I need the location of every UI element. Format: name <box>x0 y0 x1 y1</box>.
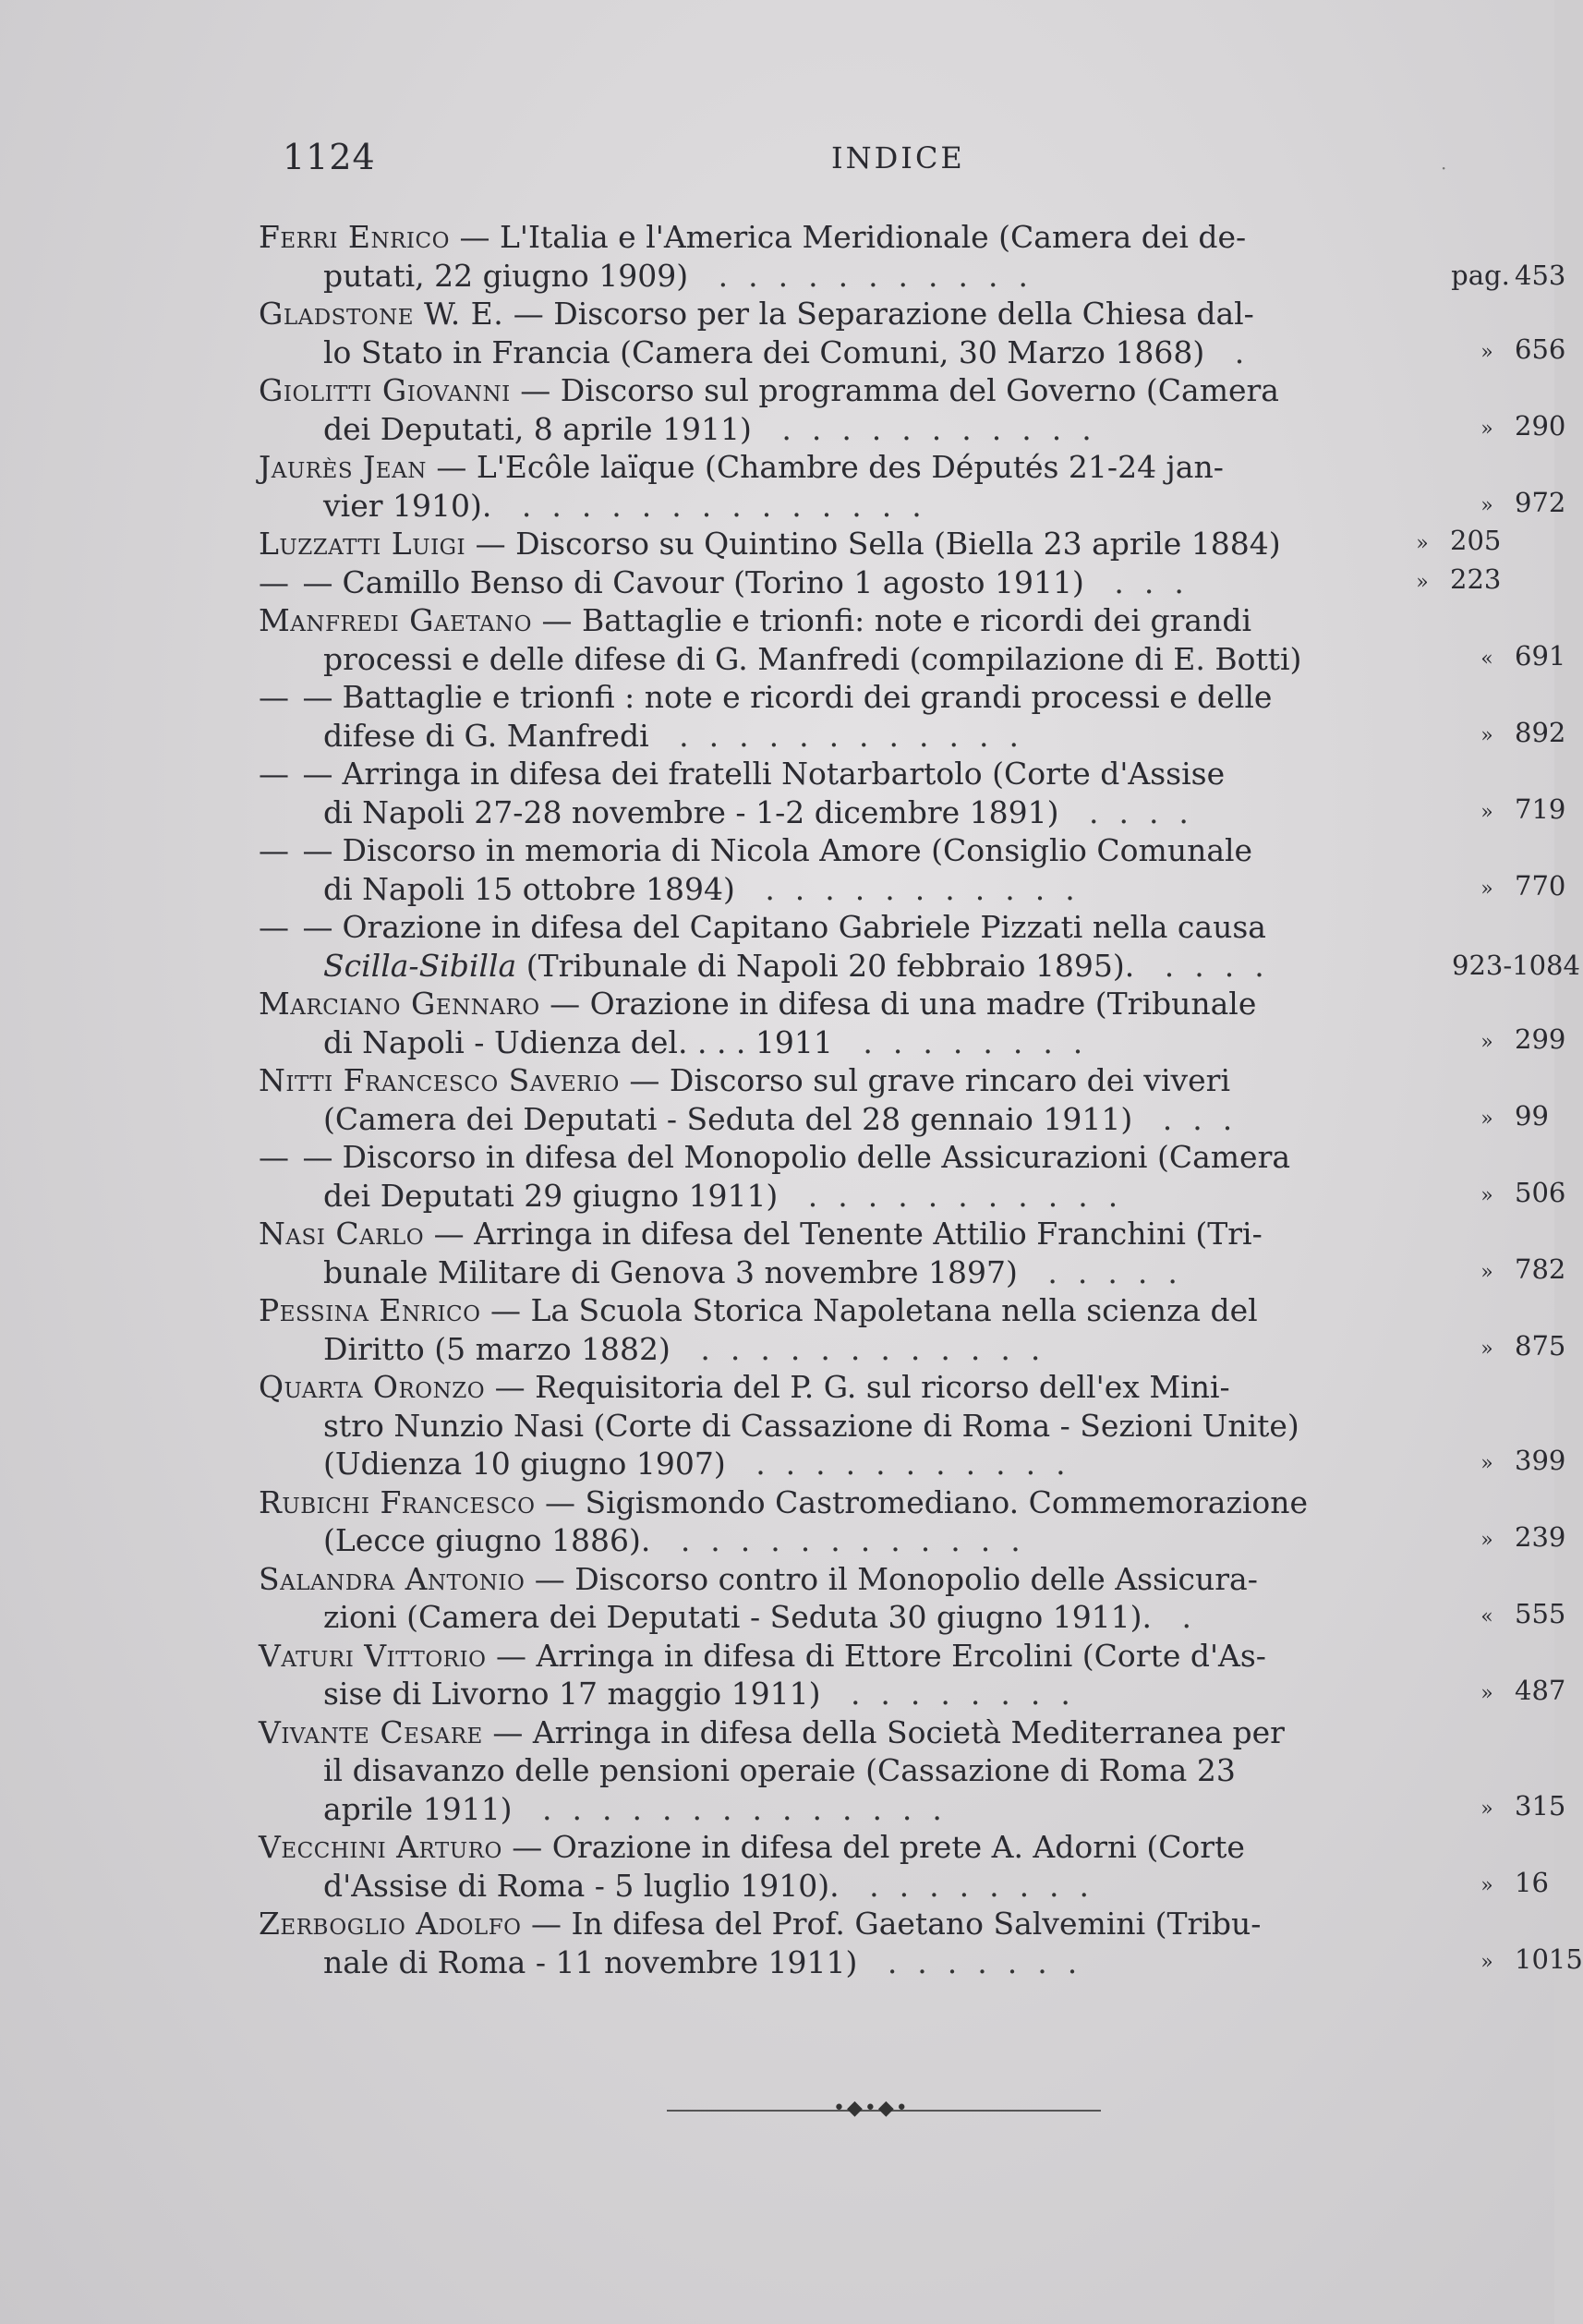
index-entry <box>259 295 1566 371</box>
entry-line <box>259 1138 1496 1177</box>
page-reference <box>1459 1021 1565 1062</box>
page-reference <box>1459 1251 1565 1292</box>
leader-dots: .............. <box>512 1790 962 1827</box>
ditto-mark: » <box>1480 1107 1493 1131</box>
entry-text: bunale Militare di Genova 3 novembre 1897) <box>323 1253 1018 1290</box>
leader-dots: ........ <box>832 1023 1104 1060</box>
entry-text: Discorso su Quintino Sella (Biella 23 aprile 1884) <box>515 526 1281 562</box>
index-list <box>259 218 1583 1981</box>
page-reference <box>1459 1787 1565 1829</box>
entry-line <box>323 1866 1549 1906</box>
entry-text: vier 1910). <box>323 487 492 524</box>
index-entry <box>259 1368 1566 1483</box>
entry-line: Vaturi Vittorio — Arringa in difesa di Ettore Ercolini (Corte d'As- <box>259 1637 1266 1674</box>
entry-line: Luzzatti Luigi — Discorso su Quintino Sella (Biella 23 aprile 1884) » 205 <box>259 525 1496 563</box>
ditto-dash: — — <box>259 563 335 600</box>
ditto-mark: pag. <box>1451 259 1510 291</box>
entry-italic: Scilla-Sibilla <box>323 947 517 984</box>
entry-text: Arringa in difesa del Tenente Attilio Franchini (Tri- <box>474 1216 1263 1252</box>
ditto-dash: — — <box>259 679 335 715</box>
page-num: 239 <box>1515 1521 1566 1553</box>
entry-line <box>259 831 1496 870</box>
entry-line <box>323 1445 1566 1483</box>
index-entry <box>259 1713 1566 1829</box>
entry-line <box>323 486 1566 526</box>
page-reference <box>1459 1097 1549 1139</box>
entry-line: Gladstone W. E. — Discorso per la Separazione della Chiesa dal- <box>259 296 1254 332</box>
page-num: 16 <box>1515 1866 1549 1898</box>
page-reference <box>1459 791 1565 832</box>
entry-line: Pessina Enrico — La Scuola Storica Napoletana nella scienza del <box>259 1292 1258 1328</box>
entry-line <box>323 1598 1566 1637</box>
page-reference <box>1459 1442 1565 1483</box>
page-num: 972 <box>1515 486 1566 518</box>
entry-line: Giolitti Giovanni — Discorso sul programma del Governo (Camera <box>259 372 1279 408</box>
page-num: 719 <box>1515 793 1566 825</box>
entry-line: Zerboglio Adolfo — In difesa del Prof. Gaetano Salvemini (Tribu- <box>259 1906 1262 1942</box>
ditto-mark: » <box>1480 1797 1493 1821</box>
page-reference <box>1459 867 1565 909</box>
entry-line <box>323 1329 1566 1369</box>
page-num: 770 <box>1515 869 1566 902</box>
index-entry <box>259 525 1502 563</box>
entry-text: La Scuola Storica Napoletana nella scienza del <box>530 1292 1258 1328</box>
entry-text: di Napoli 27-28 novembre - 1-2 dicembre 1891) <box>323 793 1059 830</box>
entry-text: L'Ecôle laïque (Chambre des Députés 21-24 jan- <box>476 449 1224 485</box>
entry-text: Orazione in difesa del Capitano Gabriele Pizzati nella causa <box>342 909 1266 945</box>
ditto-mark: » <box>1480 1337 1493 1361</box>
entry-author: Vivante Cesare <box>259 1713 483 1750</box>
index-entry <box>259 563 1502 602</box>
ditto-mark: » <box>1480 800 1493 824</box>
entry-text: Battaglie e trionfi: note e ricordi dei grandi <box>582 602 1251 638</box>
leader-dots: ........ <box>839 1867 1110 1904</box>
leader-dots: ........... <box>725 1446 1086 1482</box>
leader-dots: .............. <box>491 487 942 524</box>
entry-text: nale di Roma - 11 novembre 1911) <box>323 1943 858 1980</box>
page-reference <box>1395 561 1501 602</box>
page-num: 223 <box>1450 563 1502 595</box>
entry-text: In difesa del Prof. Gaetano Salvemini (Tribu- <box>571 1906 1262 1942</box>
entry-text: Requisitoria del P. G. sul ricorso dell'ex Mini- <box>535 1369 1230 1405</box>
entry-line <box>323 1789 1566 1829</box>
index-entry <box>259 371 1566 448</box>
index-entry <box>259 448 1566 525</box>
index-entry <box>259 1483 1566 1560</box>
entry-text: d'Assise di Roma - 5 luglio 1910). <box>323 1867 840 1904</box>
page-num: 299 <box>1515 1023 1566 1055</box>
ditto-mark: » <box>1480 340 1493 364</box>
entry-text: L'Italia e l'America Meridionale (Camera dei de- <box>499 219 1247 255</box>
ditto-mark: » <box>1480 493 1493 517</box>
page-reference <box>1459 1672 1565 1713</box>
entry-text: Discorso in memoria di Nicola Amore (Consiglio Comunale <box>342 832 1253 868</box>
page-reference <box>1459 1864 1549 1906</box>
page-reference <box>1459 1174 1565 1216</box>
ditto-mark: » <box>1480 1873 1493 1897</box>
entry-text: stro Nunzio Nasi (Corte di Cassazione di Roma - Sezioni Unite) <box>323 1407 1299 1444</box>
ditto-dash: — — <box>259 832 335 868</box>
entry-text: Camillo Benso di Cavour (Torino 1 agosto 1911) <box>342 563 1084 600</box>
entry-author: Gladstone W. E. <box>259 296 504 332</box>
entry-text: Discorso contro il Monopolio delle Assicura- <box>574 1560 1258 1597</box>
page-reference <box>1459 714 1565 756</box>
page-reference <box>1452 947 1580 986</box>
entry-line <box>323 869 1566 909</box>
entry-text: Discorso in difesa del Monopolio delle Assicurazioni (Camera <box>342 1139 1291 1175</box>
entry-author: Zerboglio Adolfo <box>259 1906 522 1942</box>
ditto-dash: — — <box>259 756 335 792</box>
index-entry <box>259 755 1566 831</box>
entry-text: Discorso sul programma del Governo (Camera <box>560 372 1279 408</box>
entry-line <box>323 333 1566 372</box>
page-title: INDICE <box>831 140 965 176</box>
ditto-dash: — — <box>259 909 335 945</box>
page-reference <box>1459 407 1565 449</box>
entry-text: Discorso per la Separazione della Chiesa dal- <box>553 296 1254 332</box>
leader-dots: . <box>1204 333 1265 370</box>
page-num: 506 <box>1515 1176 1566 1208</box>
index-entry <box>259 985 1566 1061</box>
entry-text: putati, 22 giugno 1909) <box>323 257 689 294</box>
entry-text: Arringa in difesa di Ettore Ercolini (Corte d'As- <box>536 1637 1266 1674</box>
ditto-mark: » <box>1416 532 1429 555</box>
page-reference <box>1395 522 1501 563</box>
entry-text: lo Stato in Francia (Camera dei Comuni, 30 Marzo 1868) <box>323 333 1205 370</box>
entry-line: Nitti Francesco Saverio — Discorso sul grave rincaro dei viveri <box>259 1062 1231 1098</box>
leader-dots: ... <box>1132 1100 1253 1137</box>
entry-line <box>323 793 1566 832</box>
page-reference <box>1451 257 1566 296</box>
page-num: 691 <box>1515 639 1566 672</box>
entry-line: Jaurès Jean — L'Ecôle laïque (Chambre des Députés 21-24 jan- <box>259 449 1224 485</box>
ditto-mark: » <box>1480 1529 1493 1552</box>
entry-text: dei Deputati, 8 aprile 1911) <box>323 410 752 447</box>
page-num: 315 <box>1515 1789 1566 1822</box>
ditto-mark: » <box>1480 1452 1493 1475</box>
ditto-mark: » <box>1480 877 1493 901</box>
entry-line: Quarta Oronzo — Requisitoria del P. G. sul ricorso dell'ex Mini- <box>259 1369 1230 1405</box>
index-entry <box>259 1061 1549 1138</box>
entry-text: zioni (Camera dei Deputati - Seduta 30 giugno 1911). <box>323 1599 1153 1635</box>
entry-text: (Udienza 10 giugno 1907) <box>323 1446 726 1482</box>
entry-text: Arringa in difesa della Società Mediterranea per <box>532 1713 1285 1750</box>
entry-text: Battaglie e trionfi : note e ricordi dei grandi processi e delle <box>342 679 1273 715</box>
entry-text: processi e delle difese di G. Manfredi (compilazione di E. Botti) <box>323 640 1302 677</box>
leader-dots: ............ <box>670 1330 1061 1367</box>
leader-dots: ........... <box>778 1177 1139 1214</box>
page-num: 875 <box>1515 1329 1566 1362</box>
entry-line: Ferri Enrico — L'Italia e l'America Meridionale (Camera dei de- <box>259 219 1247 255</box>
index-entry <box>259 678 1566 755</box>
entry-line <box>323 1675 1566 1713</box>
index-entry <box>259 1215 1566 1291</box>
ditto-mark: » <box>1480 1260 1493 1284</box>
page-num: 453 <box>1515 259 1566 291</box>
entry-text: Sigismondo Castromediano. Commemorazione <box>585 1483 1309 1520</box>
entry-line: Vivante Cesare — Arringa in difesa della Società Mediterranea per <box>259 1713 1285 1750</box>
leader-dots: .... <box>1058 793 1209 830</box>
index-entry <box>259 1138 1566 1215</box>
entry-text: sise di Livorno 17 maggio 1911) <box>323 1676 821 1712</box>
entry-line <box>323 1023 1566 1062</box>
entry-line <box>323 409 1566 449</box>
page-reference <box>1459 331 1565 372</box>
leader-dots: ....... <box>857 1943 1098 1980</box>
page-num: 290 <box>1515 409 1566 442</box>
leader-dots: ............ <box>650 1522 1041 1558</box>
page-num: 1015 <box>1515 1943 1583 1975</box>
leader-dots: . <box>1152 1599 1213 1635</box>
leader-dots: ........... <box>734 870 1095 907</box>
ditto-mark: » <box>1480 1950 1493 1974</box>
entry-text: (Lecce giugno 1886). <box>323 1522 651 1558</box>
entry-author: Marciano Gennaro <box>259 986 540 1022</box>
entry-line: Salandra Antonio — Discorso contro il Monopolio delle Assicura- <box>259 1560 1258 1597</box>
entry-text: Orazione in difesa del prete A. Adorni (Corte <box>551 1829 1245 1865</box>
closing-ornament: •◆•◆• <box>833 2097 910 2120</box>
entry-line: Rubichi Francesco — Sigismondo Castromediano. Commemorazione <box>259 1483 1309 1520</box>
ditto-mark: » <box>1480 1030 1493 1054</box>
entry-author: Luzzatti Luigi <box>259 526 466 562</box>
entry-line: Manfredi Gaetano — Battaglie e trionfi: note e ricordi dei grandi <box>259 602 1251 638</box>
ditto-mark: » <box>1416 570 1429 594</box>
index-entry <box>259 1637 1566 1713</box>
leader-dots: ........ <box>820 1676 1091 1712</box>
index-entry <box>259 1560 1566 1637</box>
index-entry <box>259 908 1580 985</box>
page-num: 923-1084 <box>1452 949 1580 981</box>
entry-text: di Napoli 15 ottobre 1894) <box>323 870 735 907</box>
ditto-mark: » <box>1480 723 1493 747</box>
page-num: 487 <box>1515 1675 1566 1706</box>
entry-author: Pessina Enrico <box>259 1292 481 1328</box>
index-entry <box>259 831 1566 908</box>
page-num: 99 <box>1515 1099 1549 1132</box>
entry-line <box>259 563 1502 602</box>
entry-text: Discorso sul grave rincaro dei viveri <box>669 1062 1231 1098</box>
entry-line <box>323 716 1566 756</box>
index-entry <box>259 1828 1549 1905</box>
page-reference <box>1459 1327 1565 1369</box>
index-entry <box>259 1291 1566 1368</box>
entry-line <box>259 908 1496 947</box>
entry-author: Vaturi Vittorio <box>259 1637 487 1674</box>
ditto-mark: » <box>1480 1682 1493 1705</box>
page-num: 399 <box>1515 1445 1566 1476</box>
index-entry <box>259 601 1566 678</box>
entry-text: di Napoli - Udienza del. . . . 1911 <box>323 1023 833 1060</box>
entry-text: aprile 1911) <box>323 1790 513 1827</box>
entry-author: Salandra Antonio <box>259 1560 526 1597</box>
entry-line <box>323 1176 1566 1216</box>
entry-author: Nasi Carlo <box>259 1216 425 1252</box>
ditto-mark: » <box>1480 1183 1493 1207</box>
entry-line <box>323 1253 1566 1292</box>
entry-line: Vecchini Arturo — Orazione in difesa del prete A. Adorni (Corte <box>259 1829 1245 1865</box>
entry-text: Arringa in difesa dei fratelli Notarbartolo (Corte d'Assise <box>342 756 1226 792</box>
entry-author: Vecchini Arturo <box>259 1829 502 1865</box>
entry-line <box>323 1099 1549 1139</box>
entry-text: (Camera dei Deputati - Seduta del 28 gennaio 1911) <box>323 1100 1133 1137</box>
page-reference <box>1459 1595 1565 1637</box>
leader-dots: ............ <box>648 717 1039 754</box>
leader-dots: ........... <box>751 410 1112 447</box>
leader-dots: .... <box>1134 947 1285 984</box>
entry-line <box>323 1521 1566 1560</box>
index-entry <box>259 1905 1583 1981</box>
page-num: 892 <box>1515 716 1566 748</box>
leader-dots: ..... <box>1017 1253 1198 1290</box>
entry-text: difese di G. Manfredi <box>323 717 649 754</box>
entry-author: Nitti Francesco Saverio <box>259 1062 620 1098</box>
entry-line <box>259 678 1496 717</box>
entry-line: Nasi Carlo — Arringa in difesa del Tenente Attilio Franchini (Tri- <box>259 1216 1263 1252</box>
entry-text: Diritto (5 marzo 1882) <box>323 1330 671 1367</box>
page-reference <box>1459 1519 1565 1560</box>
entry-author: Jaurès Jean <box>259 449 427 485</box>
entry-author: Giolitti Giovanni <box>259 372 511 408</box>
leader-dots: ........... <box>688 257 1049 294</box>
page-num: 555 <box>1515 1598 1566 1629</box>
ditto-mark: » <box>1480 417 1493 441</box>
entry-line <box>259 755 1496 793</box>
entry-line <box>323 1407 1496 1446</box>
index-entry <box>259 218 1566 295</box>
page-number: 1124 <box>283 137 376 177</box>
entry-author: Rubichi Francesco <box>259 1483 536 1520</box>
ditto-dash: — — <box>259 1139 335 1175</box>
entry-line: Marciano Gennaro — Orazione in difesa di una madre (Tribunale <box>259 986 1257 1022</box>
entry-line <box>323 947 1580 986</box>
entry-text: (Tribunale di Napoli 20 febbraio 1895). <box>526 947 1135 984</box>
page-reference <box>1459 484 1565 526</box>
ditto-mark: « <box>1480 647 1493 671</box>
page-num: 782 <box>1515 1253 1566 1285</box>
speck: · <box>1441 157 1447 179</box>
page-num: 656 <box>1515 333 1566 365</box>
entry-line <box>323 639 1566 679</box>
entry-line <box>323 1751 1496 1790</box>
entry-text: il disavanzo delle pensioni operaie (Cassazione di Roma 23 <box>323 1752 1236 1788</box>
page-reference <box>1459 1941 1583 1982</box>
page-num: 205 <box>1450 525 1502 556</box>
leader-dots: ... <box>1083 563 1204 600</box>
page-reference <box>1459 637 1565 679</box>
entry-line <box>323 257 1566 296</box>
entry-text: dei Deputati 29 giugno 1911) <box>323 1177 779 1214</box>
entry-author: Manfredi Gaetano <box>259 602 533 638</box>
entry-line <box>323 1943 1583 1982</box>
entry-text: Orazione in difesa di una madre (Tribunale <box>589 986 1257 1022</box>
entry-author: Ferri Enrico <box>259 219 450 255</box>
ditto-mark: « <box>1480 1605 1493 1628</box>
entry-author: Quarta Oronzo <box>259 1369 486 1405</box>
